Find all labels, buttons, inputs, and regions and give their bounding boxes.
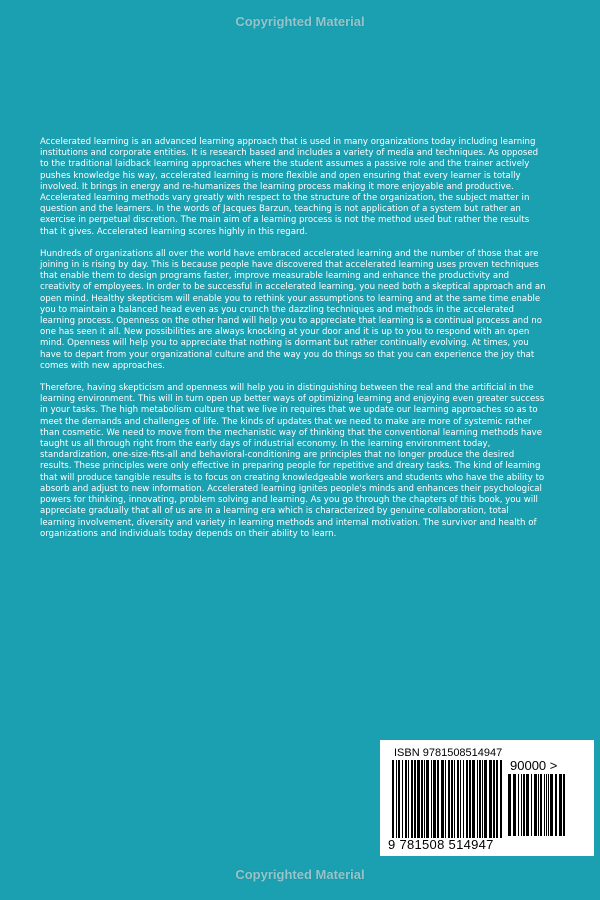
paragraph-3: Therefore, having skepticism and openness will help you in distinguishing between the real and the artificial in the learning environment. This will in turn open up better ways of optimizing learning and enjoying even greater success in your tasks. The high metabolism culture that we live in requires that we update our learning approaches so as to meet the demands and challenges of life. The kinds of updates that we need to make are more of systemic rather than cosmetic. We need to move from the mechanistic way of thinking that the conventional learning methods have taught us all through right from the early days of industrial economy. In the learning environment today, standardization, one-size-fits-all and behavioral-conditioning are principles that no longer produce the desired results. These principles were only effective in preparing people for repetitive and dreary tasks. The kind of learning that will produce tangible results is to focus on creating knowledgeable workers and students who have the ability to absorb and adjust to new information. Accelerated learning ignites people's minds and enhances their psychological powers for thinking, innovating, problem solving and learning. As you go through the chapters of this book, you will appreciate gradually that all of us are in a learning era which is characterized by genuine collaboration, total learning involvement, diversity and variety in learning methods and internal motivation. The survivor and health of organizations and individuals today depends on their ability to learn.: [40, 383, 545, 539]
isbn-label: ISBN 9781508514947: [394, 747, 503, 759]
barcode-digits: 9 781508 514947: [388, 837, 494, 852]
paragraph-1: Accelerated learning is an advanced learning approach that is used in many organizations today including learning institutions and corporate entities. It is research based and includes a variety of media and techniques. As opposed to the traditional laidback learning approaches where the student assumes a passive role and the trainer actively pushes knowledge his way, accelerated learning is more flexible and open ensuring that every learner is totally involved. It brings in energy and re-humanizes the learning process making it more enjoyable and productive. Accelerated learning methods vary greatly with respect to the structure of the organization, the subject matter in question and the learners. In the words of Jacques Barzun, teaching is not application of a system but rather an exercise in perpetual discretion. The main aim of a learning process is not the method used but rather the results that it gives. Accelerated learning scores highly in this regard.: [40, 137, 539, 237]
isbn-barcode-box: [380, 740, 594, 856]
back-cover-text: [40, 137, 546, 551]
watermark-top: Copyrighted Material: [235, 14, 365, 29]
barcode-main-icon: [392, 760, 504, 838]
price-code: 90000 >: [510, 758, 558, 773]
barcode-addon-icon: [508, 774, 566, 836]
watermark-bottom: Copyrighted Material: [235, 867, 365, 882]
paragraph-2: Hundreds of organizations all over the world have embraced accelerated learning and the number of those that are joining in is rising by day. This is because people have discovered that accelerated learning uses proven techniques that enable them to design programs faster, improve measurable learning and enhance the productivity and creativity of employees. In order to be successful in accelerated learning, you need both a skeptical approach and an open mind. Healthy skepticism will enable you to rethink your assumptions to learning and at the same time enable you to maintain a balanced head even as you crunch the dazzling techniques and methods in the accelerated learning process. Openness on the other hand will help you to appreciate that learning is a continual process and no one has seen it all. New possibilities are always knocking at your door and it is up to you to respond with an open mind. Openness will help you to appreciate that nothing is dormant but rather continually evolving. At times, you have to depart from your organizational culture and the way you do things so that you can experience the joy that comes with new approaches.: [40, 248, 546, 371]
